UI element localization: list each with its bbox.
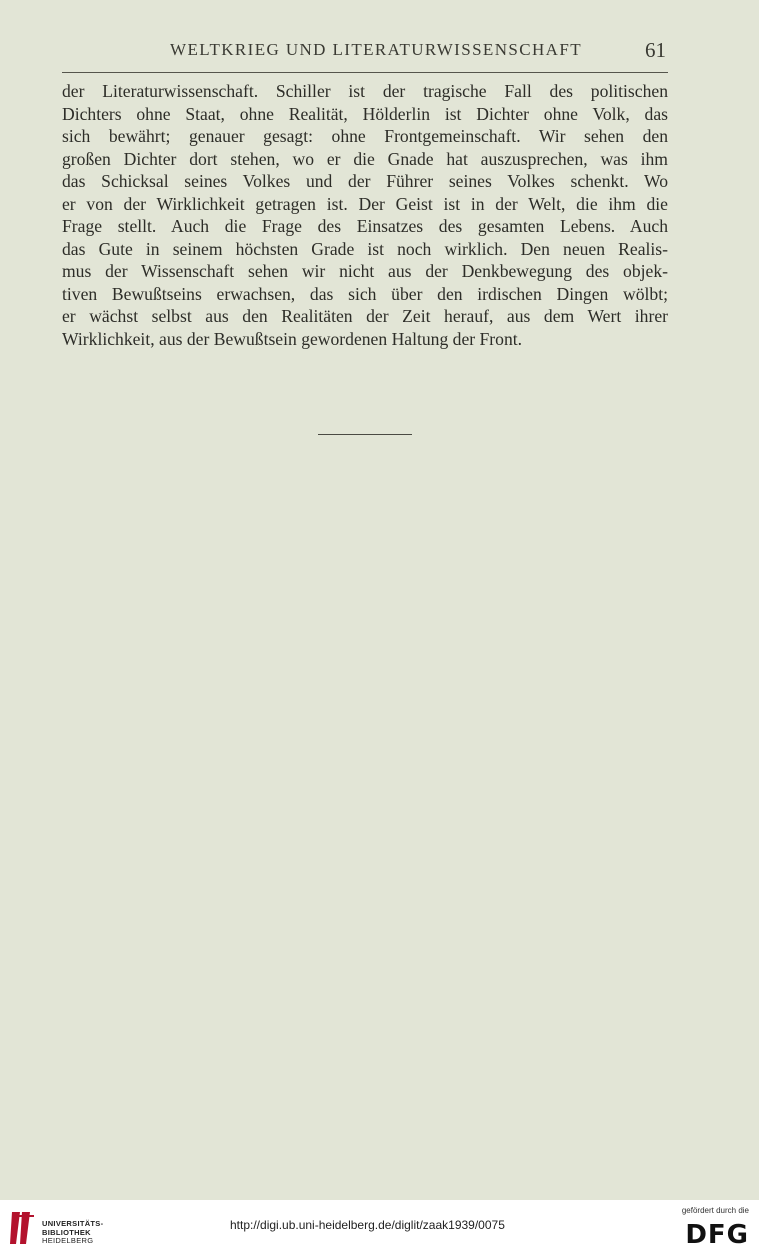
university-library-logo-icon xyxy=(8,1208,38,1248)
text-line: sich bewährt; genauer gesagt: ohne Frontgemeinschaft. Wir sehen den xyxy=(62,126,668,146)
library-name xyxy=(42,1220,103,1246)
page-number: 61 xyxy=(645,38,666,62)
text-line: großen Dichter dort stehen, wo er die Gnade hat auszusprechen, was ihm xyxy=(62,148,668,169)
text-line: Frage stellt. Auch die Frage des Einsatzes des gesamten Lebens. Auch xyxy=(62,216,668,236)
text-line: das Schicksal seines Volkes und der Führer seines Volkes schenkt. Wo xyxy=(62,171,668,191)
funding-caption: gefördert durch die xyxy=(681,1206,749,1215)
running-title: WELTKRIEG UND LITERATURWISSENSCHAFT xyxy=(170,40,582,59)
library-name-line: HEIDELBERG xyxy=(42,1236,94,1245)
library-name-line: BIBLIOTHEK xyxy=(42,1227,91,1237)
dfg-logo-icon: DFG xyxy=(685,1220,749,1250)
text-line: Wirklichkeit, aus der Bewußtsein gewordenen Haltung der Front. xyxy=(62,328,523,349)
permalink-url[interactable]: http://digi.ub.uni-heidelberg.de/diglit/zaak1939/0075 xyxy=(230,1218,505,1232)
library-name-line: UNIVERSITÄTS- xyxy=(42,1219,104,1228)
text-line: tiven Bewußtseins erwachsen, das sich über den irdischen Dingen wölbt; xyxy=(62,283,668,304)
digitization-footer xyxy=(0,1200,759,1256)
text-line: mus der Wissenschaft sehen wir nicht aus der Denkbewegung des objek- xyxy=(62,261,668,281)
text-line: das Gute in seinem höchsten Grade ist noch wirklich. Den neuen Realis- xyxy=(62,238,668,259)
text-line: der Literaturwissenschaft. Schiller ist der tragische Fall des politischen xyxy=(62,81,668,101)
funder-badge[interactable] xyxy=(669,1206,749,1252)
text-line: er von der Wirklichkeit getragen ist. Der Geist ist in der Welt, die ihm die xyxy=(62,193,668,214)
body-paragraph xyxy=(62,80,668,350)
header-rule xyxy=(62,72,668,73)
text-line: er wächst selbst aus den Realitäten der Zeit herauf, aus dem Wert ihrer xyxy=(62,306,668,326)
text-line: Dichters ohne Staat, ohne Realität, Hölderlin ist Dichter ohne Volk, das xyxy=(62,103,668,124)
library-logo[interactable] xyxy=(8,1208,118,1248)
section-end-rule xyxy=(318,434,412,435)
running-head xyxy=(60,38,668,68)
